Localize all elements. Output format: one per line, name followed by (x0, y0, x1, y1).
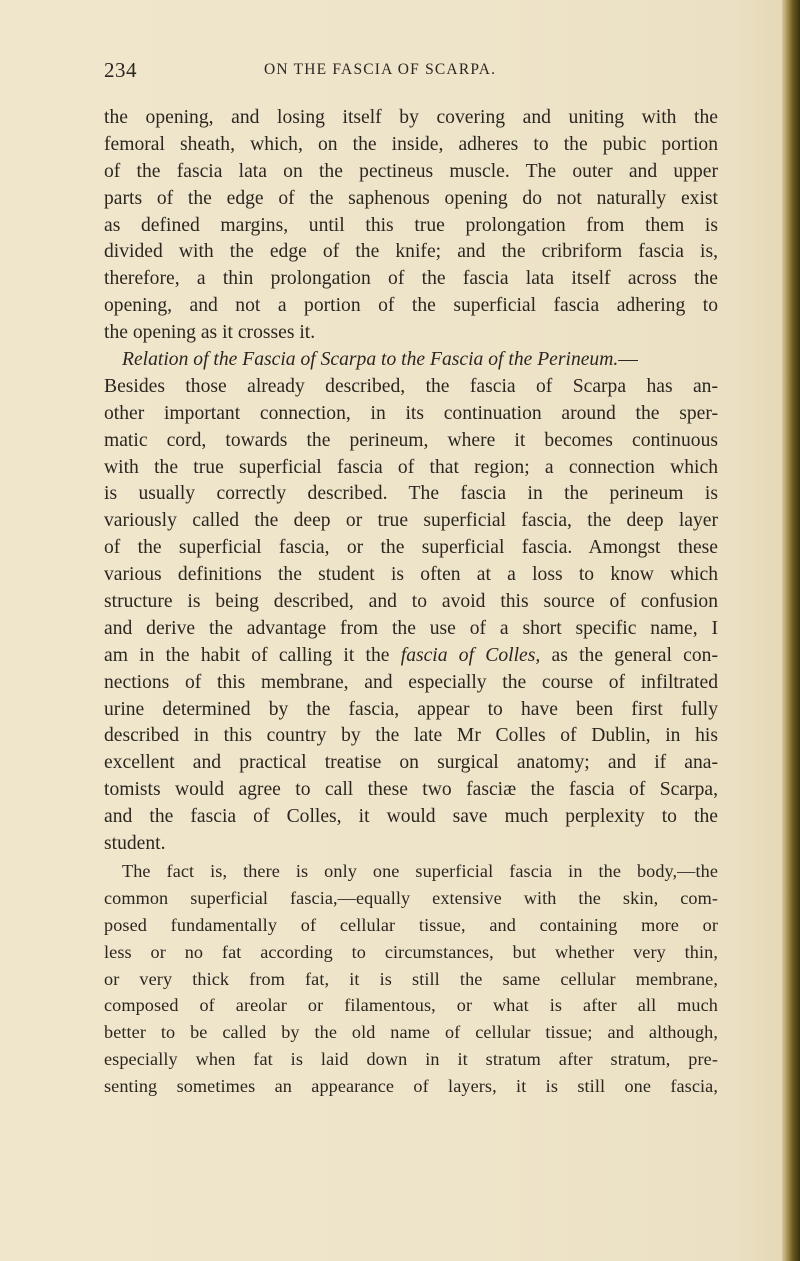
text-line: is usually correctly described. The fascia in the perineum is (104, 483, 718, 505)
text-line: therefore, a thin prolongation of the fascia lata itself across the (104, 268, 718, 290)
text-line: of the fascia lata on the pectineus muscle. The outer and upper (104, 160, 718, 182)
text-line: posed fundamentally of cellular tissue, and containing more or (104, 914, 718, 935)
section-heading-italic: Relation of the Fascia of Scarpa to the Fascia of the Perineum. (122, 349, 619, 371)
text-line: student. (104, 833, 166, 855)
text-line: am in the habit of calling it the fascia of Colles, as the general con- (104, 644, 718, 666)
text-line: The fact is, there is only one superficial fascia in the body,—the (122, 860, 718, 881)
section-heading: Relation of the Fascia of Scarpa to the Fascia of the Perineum.— (122, 349, 638, 371)
italic-term: fascia of Colles, (400, 644, 541, 666)
page-edge (782, 0, 800, 1261)
text-line: especially when fat is laid down in it stratum after stratum, pre- (104, 1049, 718, 1070)
text-line: variously called the deep or true superficial fascia, the deep layer (104, 510, 718, 532)
text-line: of the superficial fascia, or the superficial fascia. Amongst these (104, 537, 718, 559)
text-line: and the fascia of Colles, it would save much perplexity to the (104, 806, 718, 828)
text-line: femoral sheath, which, on the inside, adheres to the pubic portion (104, 133, 718, 155)
text-line: less or no fat according to circumstances, but whether very thin, (104, 941, 718, 962)
text-line: common superficial fascia,—equally extensive with the skin, com- (104, 887, 718, 908)
text-line: structure is being described, and to avoid this source of confusion (104, 591, 718, 613)
text-line: tomists would agree to call these two fasciæ the fascia of Scarpa, (104, 779, 718, 801)
text-line: described in this country by the late Mr Colles of Dublin, in his (104, 725, 718, 747)
text-line: various definitions the student is often at a loss to know which (104, 564, 718, 586)
text-line: better to be called by the old name of cellular tissue; and although, (104, 1022, 718, 1043)
body-text (104, 105, 718, 1100)
page-number: 234 (104, 58, 137, 82)
text-line: the opening as it crosses it. (104, 322, 316, 344)
text-line: matic cord, towards the perineum, where it becomes continuous (104, 429, 718, 451)
text-line: the opening, and losing itself by covering and uniting with the (104, 107, 718, 128)
page-header (0, 58, 800, 88)
text-line: urine determined by the fascia, appear to have been first fully (104, 698, 718, 720)
text-line: divided with the edge of the knife; and the cribriform fascia is, (104, 241, 718, 263)
running-head: ON THE FASCIA OF SCARPA. (264, 61, 497, 78)
text-line: or very thick from fat, it is still the same cellular membrane, (104, 968, 718, 989)
text-line: senting sometimes an appearance of layers, it is still one fascia, (104, 1076, 718, 1097)
text-line: with the true superficial fascia of that region; a connection which (104, 456, 718, 478)
text-line: excellent and practical treatise on surgical anatomy; and if ana- (104, 752, 718, 774)
text-line: Besides those already described, the fascia of Scarpa has an- (104, 375, 718, 397)
text-line: parts of the edge of the saphenous opening do not naturally exist (104, 187, 718, 209)
text-line: other important connection, in its continuation around the sper- (104, 402, 718, 424)
text-line: as defined margins, until this true prolongation from them is (104, 214, 718, 236)
text-line: nections of this membrane, and especially the course of infiltrated (104, 671, 718, 693)
text-line: composed of areolar or filamentous, or what is after all much (104, 995, 718, 1016)
text-line: opening, and not a portion of the superficial fascia adhering to (104, 295, 718, 317)
text-line: and derive the advantage from the use of a short specific name, I (104, 617, 718, 639)
